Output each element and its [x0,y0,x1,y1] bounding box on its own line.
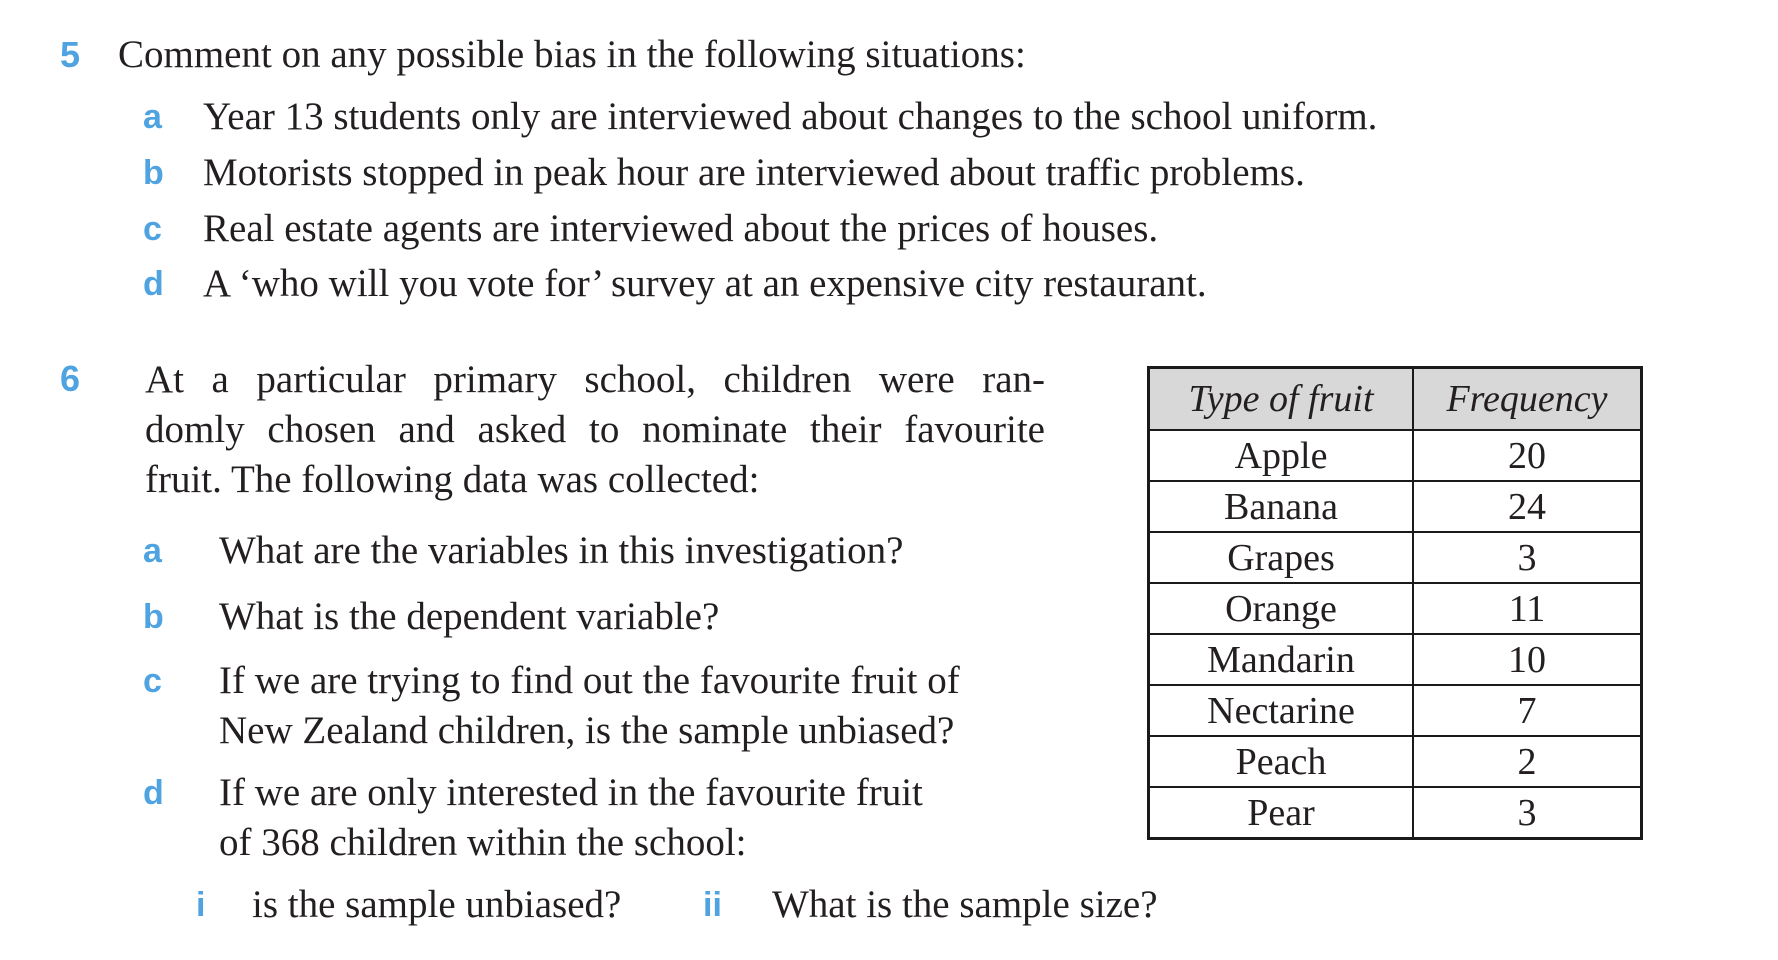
table-row [1149,430,1642,481]
table-row [1149,685,1642,736]
q6-part-d-line-2: of 368 children within the school: [219,821,747,864]
frequency-cell: 20 [1413,430,1642,481]
q6-subpart-i-label: i [196,886,206,924]
q5-part-b-text: Motorists stopped in peak hour are interviewed about traffic problems. [203,151,1305,194]
q6-subpart-i-text: is the sample unbiased? [252,883,622,926]
q6-part-a-label: a [143,532,162,570]
question-5-prompt: Comment on any possible bias in the following situations: [118,33,1026,76]
fruit-cell: Mandarin [1149,634,1414,685]
header-frequency: Frequency [1413,368,1642,431]
fruit-cell: Pear [1149,787,1414,839]
frequency-cell: 3 [1413,532,1642,583]
q6-part-d-label: d [143,774,164,812]
q6-intro-line-1: At a particular primary school, children were ran- [145,358,1045,401]
table-row [1149,787,1642,839]
question-5-number: 5 [60,34,81,75]
q5-part-d-text: A ‘who will you vote for’ survey at an expensive city restaurant. [203,262,1207,305]
fruit-cell: Peach [1149,736,1414,787]
frequency-cell: 24 [1413,481,1642,532]
frequency-cell: 10 [1413,634,1642,685]
q6-part-b-label: b [143,598,164,636]
q6-part-c-line-1: If we are trying to find out the favourite fruit of [219,659,960,702]
q6-subpart-ii-label: ii [703,886,722,924]
q6-part-b-text: What is the dependent variable? [219,595,720,638]
question-6-number: 6 [60,358,81,399]
fruit-cell: Orange [1149,583,1414,634]
q5-part-c-text: Real estate agents are interviewed about the prices of houses. [203,207,1159,250]
table-row [1149,532,1642,583]
frequency-cell: 2 [1413,736,1642,787]
q5-part-b-label: b [143,154,164,192]
table-row [1149,481,1642,532]
q6-intro-line-3: fruit. The following data was collected: [145,458,760,501]
q5-part-d-label: d [143,265,164,303]
table-header-row [1149,368,1642,431]
q6-part-c-label: c [143,662,162,700]
fruit-cell: Banana [1149,481,1414,532]
fruit-cell: Apple [1149,430,1414,481]
table-row [1149,634,1642,685]
q6-part-c-line-2: New Zealand children, is the sample unbiased? [219,709,955,752]
frequency-cell: 7 [1413,685,1642,736]
q5-part-a-text: Year 13 students only are interviewed about changes to the school uniform. [203,95,1378,138]
q5-part-a-label: a [143,98,162,136]
fruit-cell: Nectarine [1149,685,1414,736]
q6-intro-line-2: domly chosen and asked to nominate their favourite [145,408,1045,451]
header-type-of-fruit: Type of fruit [1149,368,1414,431]
q6-subpart-ii-text: What is the sample size? [772,883,1158,926]
q6-part-a-text: What are the variables in this investigation? [219,529,904,572]
q6-part-d-line-1: If we are only interested in the favourite fruit [219,771,923,814]
frequency-cell: 11 [1413,583,1642,634]
frequency-cell: 3 [1413,787,1642,839]
table-row [1149,736,1642,787]
table-row [1149,583,1642,634]
q5-part-c-label: c [143,210,162,248]
fruit-frequency-table [1147,366,1643,840]
fruit-cell: Grapes [1149,532,1414,583]
